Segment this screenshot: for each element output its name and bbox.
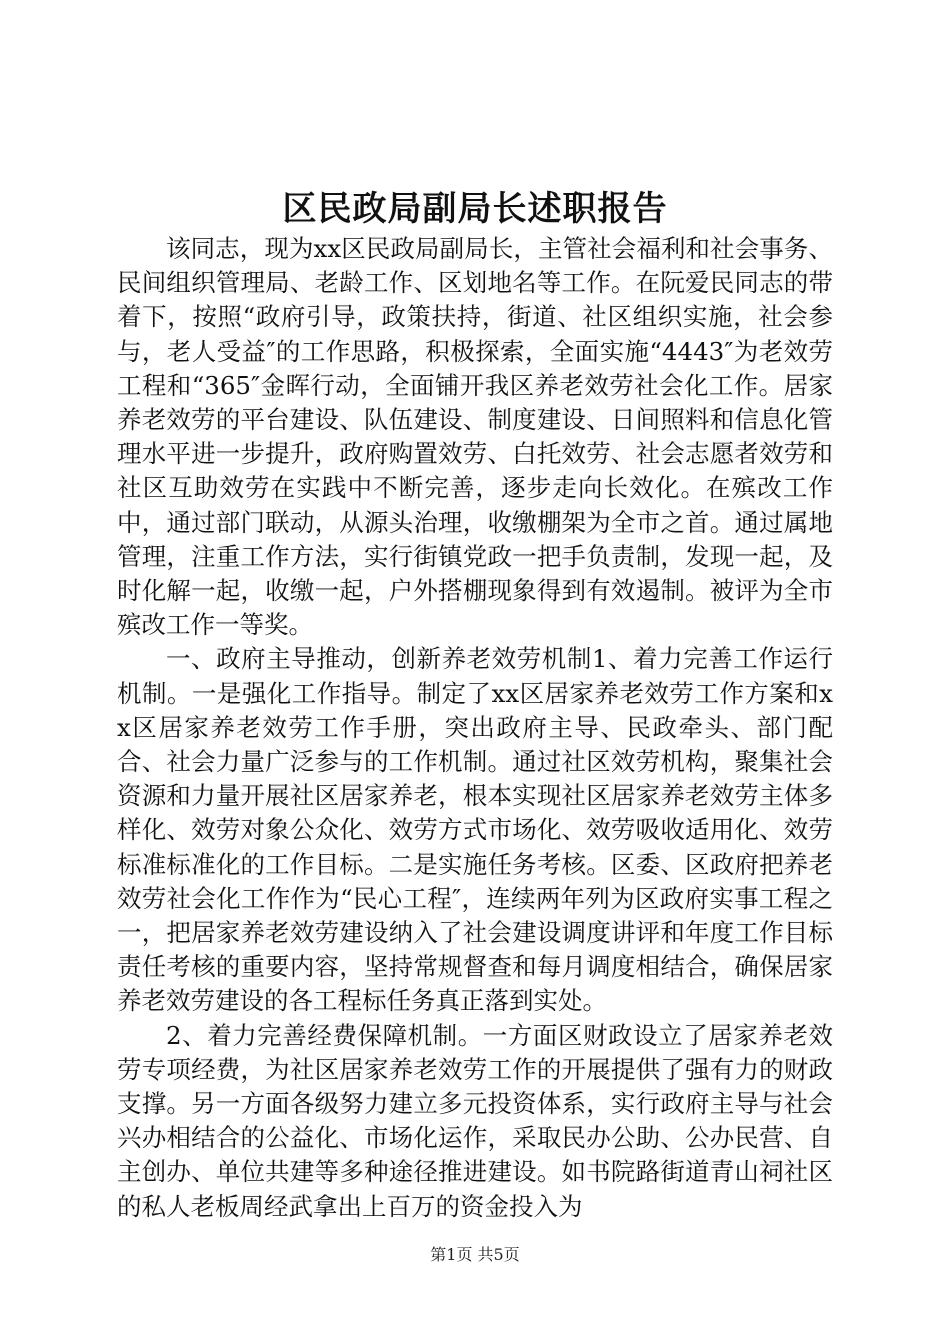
page-number-footer: 第1页 共5页 bbox=[430, 1245, 520, 1264]
document-title: 区民政局副局长述职报告 bbox=[282, 189, 668, 229]
document-body bbox=[117, 232, 833, 1224]
paragraph-section-two: 2、着力完善经费保障机制。一方面区财政设立了居家养老效劳专项经费，为社区居家养老效劳工作的开展提供了强有力的财政支撑。另一方面各级努力建立多元投资体系，实行政府主导与社会兴办相结合的公益化、市场化运作，采取民办公助、公办民营、自主创办、单位共建等多种途径推进建设。如书院路街道青山祠社区的私人老板周经武拿出上百万的资金投入为 bbox=[117, 1020, 833, 1221]
paragraph-intro: 该同志，现为xx区民政局副局长，主管社会福利和社会事务、民间组织管理局、老龄工作、区划地名等工作。在阮爱民同志的带着下，按照“政府引导，政策扶持，街道、社区组织实施，社会参与，老人受益″的工作思路，积极探索，全面实施“4443″为老效劳工程和“365″金晖行动，全面铺开我区养老效劳社会化工作。居家养老效劳的平台建设、队伍建设、制度建设、日间照料和信息化管理水平进一步提升，政府购置效劳、白托效劳、社会志愿者效劳和社区互助效劳在实践中不断完善，逐步走向长效化。在殡改工作中，通过部门联动，从源头治理，收缴棚架为全市之首。通过属地管理，注重工作方法，实行街镇党政一把手负责制，发现一起，及时化解一起，收缴一起，户外搭棚现象得到有效遏制。被评为全市殡改工作一等奖。 bbox=[117, 234, 833, 640]
paragraph-section-one: 一、政府主导推动，创新养老效劳机制1、着力完善工作运行机制。一是强化工作指导。制定了xx区居家养老效劳工作方案和xx区居家养老效劳工作手册，突出政府主导、民政牵头、部门配合、社会力量广泛参与的工作机制。通过社区效劳机构，聚集社会资源和力量开展社区居家养老，根本实现社区居家养老效劳主体多样化、效劳对象公众化、效劳方式市场化、效劳吸收适用化、效劳标准标准化的工作目标。二是实施任务考核。区委、区政府把养老效劳社会化工作作为“民心工程″，连续两年列为区政府实事工程之一，把居家养老效劳建设纳入了社会建设调度讲评和年度工作目标责任考核的重要内容，坚持常规督查和每月调度相结合，确保居家养老效劳建设的各工程标任务真正落到实处。 bbox=[117, 644, 833, 1016]
